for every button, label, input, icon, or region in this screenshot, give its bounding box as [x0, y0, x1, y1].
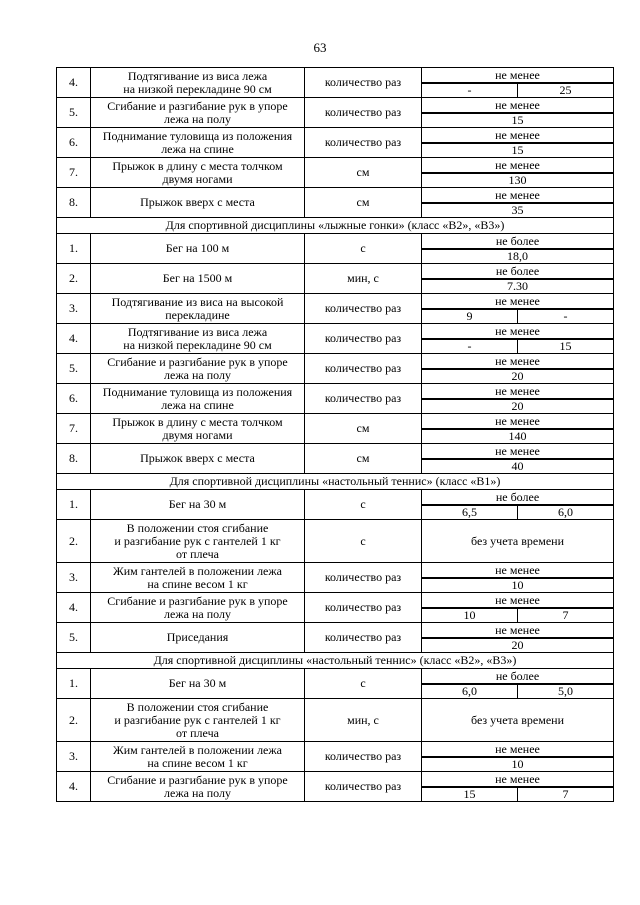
norm-value: 15 — [422, 143, 614, 158]
unit-cell: см — [305, 158, 422, 188]
row-number: 7. — [57, 158, 91, 188]
row-number: 4. — [57, 68, 91, 98]
norm-value: 15 — [518, 339, 614, 354]
comparison-label: не менее — [422, 593, 614, 609]
exercise-cell — [91, 593, 305, 623]
table-row — [57, 294, 614, 310]
comparison-label: не менее — [422, 384, 614, 400]
unit-cell: количество раз — [305, 128, 422, 158]
norm-value: 40 — [422, 459, 614, 474]
exercise-line: Сгибание и разгибание рук в упоре — [107, 98, 288, 113]
exercise-line: Сгибание и разгибание рук в упоре — [107, 593, 288, 608]
unit-cell: мин, с — [305, 264, 422, 294]
comparison-label: не более — [422, 669, 614, 685]
table-row — [57, 98, 614, 114]
norm-value: 25 — [518, 83, 614, 98]
comparison-label: не менее — [422, 158, 614, 174]
exercise-line: Поднимание туловища из положения — [102, 384, 293, 399]
comparison-label: не менее — [422, 354, 614, 370]
table-row — [57, 772, 614, 788]
exercise-cell — [91, 98, 305, 128]
comparison-label: не менее — [422, 98, 614, 114]
table-row — [57, 623, 614, 639]
comparison-label: не менее — [422, 623, 614, 639]
table-row — [57, 188, 614, 204]
row-number: 8. — [57, 444, 91, 474]
exercise-cell — [91, 264, 305, 294]
unit-cell: с — [305, 520, 422, 563]
norm-value: 35 — [422, 203, 614, 218]
comparison-label: не менее — [422, 772, 614, 788]
exercise-cell — [91, 444, 305, 474]
norm-value: 10 — [422, 608, 518, 623]
exercise-line: Подтягивание из виса лежа — [127, 68, 268, 83]
table-row — [57, 444, 614, 460]
page-number: 63 — [313, 40, 327, 55]
exercise-line: Подтягивание из виса лежа — [127, 324, 268, 339]
unit-cell: см — [305, 414, 422, 444]
exercise-line: Сгибание и разгибание рук в упоре — [107, 354, 288, 369]
exercise-line: лежа на полу — [164, 111, 231, 126]
exercise-line: Жим гантелей в положении лежа — [112, 742, 283, 757]
row-number: 1. — [57, 669, 91, 699]
row-number: 4. — [57, 772, 91, 802]
exercise-line: двумя ногами — [162, 427, 233, 442]
table-row — [57, 324, 614, 340]
exercise-line: на низкой перекладине 90 см — [123, 81, 272, 96]
comparison-label: не более — [422, 264, 614, 280]
comparison-label: не более — [422, 234, 614, 250]
exercise-cell — [91, 234, 305, 264]
exercise-cell — [91, 128, 305, 158]
row-number: 2. — [57, 699, 91, 742]
norm-value: 7.30 — [422, 279, 614, 294]
table-row — [57, 354, 614, 370]
exercise-line: на спине весом 1 кг — [147, 576, 248, 591]
table-row — [57, 699, 614, 742]
exercise-cell — [91, 623, 305, 653]
exercise-cell — [91, 772, 305, 802]
comparison-label: не менее — [422, 68, 614, 84]
norm-value: 6,0 — [422, 684, 518, 699]
standards-table — [56, 67, 614, 802]
row-number: 3. — [57, 294, 91, 324]
exercise-line: Бег на 30 м — [168, 676, 227, 690]
exercise-line: лежа на спине — [161, 397, 234, 412]
exercise-cell — [91, 699, 305, 742]
exercise-cell — [91, 742, 305, 772]
exercise-cell — [91, 158, 305, 188]
exercise-line: В положении стоя сгибание — [126, 520, 269, 535]
unit-cell: количество раз — [305, 563, 422, 593]
norm-value: 140 — [422, 429, 614, 444]
row-number: 1. — [57, 234, 91, 264]
exercise-line: лежа на полу — [164, 785, 231, 800]
table-row — [57, 414, 614, 430]
comparison-label: не менее — [422, 414, 614, 430]
exercise-cell — [91, 414, 305, 444]
norm-value: 7 — [518, 787, 614, 802]
row-number: 6. — [57, 128, 91, 158]
exercise-cell — [91, 68, 305, 98]
norm-value: 20 — [422, 399, 614, 414]
unit-cell: количество раз — [305, 294, 422, 324]
exercise-line: от плеча — [176, 725, 219, 740]
exercise-line: Жим гантелей в положении лежа — [112, 563, 283, 578]
table-row — [57, 68, 614, 84]
norm-value: 5,0 — [518, 684, 614, 699]
unit-cell: с — [305, 669, 422, 699]
table-row — [57, 490, 614, 506]
table-row — [57, 128, 614, 144]
exercise-line: Бег на 100 м — [165, 241, 230, 255]
exercise-line: Бег на 30 м — [168, 497, 227, 511]
section-header-row — [57, 474, 614, 490]
exercise-line: Поднимание туловища из положения — [102, 128, 293, 143]
exercise-line: Прыжок в длину с места толчком — [112, 158, 283, 173]
exercise-line: Сгибание и разгибание рук в упоре — [107, 772, 288, 787]
exercise-cell — [91, 669, 305, 699]
exercise-line: перекладине — [165, 307, 230, 322]
norm-value: 6,0 — [518, 505, 614, 520]
norm-value: 15 — [422, 113, 614, 128]
section-header-row — [57, 653, 614, 669]
exercise-cell — [91, 354, 305, 384]
unit-cell: количество раз — [305, 772, 422, 802]
table-row — [57, 264, 614, 280]
unit-cell: количество раз — [305, 742, 422, 772]
table-row — [57, 520, 614, 563]
section-header-row — [57, 218, 614, 234]
exercise-line: Приседания — [166, 630, 229, 644]
unit-cell: с — [305, 490, 422, 520]
exercise-line: и разгибание рук с гантелей 1 кг — [114, 533, 281, 548]
row-number: 3. — [57, 742, 91, 772]
exercise-line: Прыжок вверх с места — [140, 451, 255, 465]
table-row — [57, 593, 614, 609]
norm-value: 15 — [422, 787, 518, 802]
exercise-cell — [91, 324, 305, 354]
exercise-cell — [91, 188, 305, 218]
row-number: 6. — [57, 384, 91, 414]
row-number: 1. — [57, 490, 91, 520]
comparison-label: не менее — [422, 188, 614, 204]
norm-value: 130 — [422, 173, 614, 188]
section-title: Для спортивной дисциплины «настольный теннис» (класс «В2», «В3») — [57, 653, 614, 669]
comparison-label: не более — [422, 490, 614, 506]
norm-value: - — [422, 83, 518, 98]
row-number: 7. — [57, 414, 91, 444]
row-number: 5. — [57, 623, 91, 653]
exercise-cell — [91, 294, 305, 324]
unit-cell: количество раз — [305, 68, 422, 98]
exercise-line: от плеча — [176, 546, 219, 561]
exercise-line: лежа на спине — [161, 141, 234, 156]
row-number: 5. — [57, 354, 91, 384]
exercise-line: Прыжок в длину с места толчком — [112, 414, 283, 429]
norm-value: 6,5 — [422, 505, 518, 520]
exercise-line: Подтягивание из виса на высокой — [111, 294, 284, 309]
norm-value: 9 — [422, 309, 518, 324]
exercise-line: В положении стоя сгибание — [126, 699, 269, 714]
section-title: Для спортивной дисциплины «лыжные гонки» (класс «В2», «В3») — [57, 218, 614, 234]
norm-value: 7 — [518, 608, 614, 623]
exercise-cell — [91, 490, 305, 520]
unit-cell: количество раз — [305, 623, 422, 653]
norm-value: 10 — [422, 757, 614, 772]
comparison-label: не менее — [422, 324, 614, 340]
exercise-line: Бег на 1500 м — [162, 271, 233, 285]
norm-value: 20 — [422, 638, 614, 653]
unit-cell: количество раз — [305, 324, 422, 354]
exercise-line: лежа на полу — [164, 367, 231, 382]
exercise-line: двумя ногами — [162, 171, 233, 186]
exercise-cell — [91, 520, 305, 563]
exercise-line: и разгибание рук с гантелей 1 кг — [114, 712, 281, 727]
comparison-label: не менее — [422, 128, 614, 144]
table-row — [57, 669, 614, 685]
unit-cell: см — [305, 188, 422, 218]
comparison-label: не менее — [422, 444, 614, 460]
norm-value: 20 — [422, 369, 614, 384]
row-number: 3. — [57, 563, 91, 593]
row-number: 2. — [57, 520, 91, 563]
norm-value: 18,0 — [422, 249, 614, 264]
row-number: 5. — [57, 98, 91, 128]
exercise-line: на низкой перекладине 90 см — [123, 337, 272, 352]
row-number: 2. — [57, 264, 91, 294]
exercise-line: Прыжок вверх с места — [140, 195, 255, 209]
section-title: Для спортивной дисциплины «настольный теннис» (класс «В1») — [57, 474, 614, 490]
exercise-cell — [91, 563, 305, 593]
comparison-label: не менее — [422, 742, 614, 758]
norm-value: 10 — [422, 578, 614, 593]
row-number: 8. — [57, 188, 91, 218]
unit-cell: см — [305, 444, 422, 474]
table-row — [57, 563, 614, 579]
unit-cell: количество раз — [305, 384, 422, 414]
exercise-line: на спине весом 1 кг — [147, 755, 248, 770]
table-row — [57, 384, 614, 400]
norm-value: без учета времени — [422, 699, 614, 742]
unit-cell: мин, с — [305, 699, 422, 742]
exercise-cell — [91, 384, 305, 414]
unit-cell: количество раз — [305, 98, 422, 128]
comparison-label: не менее — [422, 563, 614, 579]
unit-cell: количество раз — [305, 593, 422, 623]
exercise-line: лежа на полу — [164, 606, 231, 621]
row-number: 4. — [57, 324, 91, 354]
norm-value: - — [422, 339, 518, 354]
table-row — [57, 234, 614, 250]
unit-cell: с — [305, 234, 422, 264]
row-number: 4. — [57, 593, 91, 623]
unit-cell: количество раз — [305, 354, 422, 384]
norm-value: без учета времени — [422, 520, 614, 563]
table-row — [57, 742, 614, 758]
comparison-label: не менее — [422, 294, 614, 310]
norm-value: - — [518, 309, 614, 324]
table-row — [57, 158, 614, 174]
